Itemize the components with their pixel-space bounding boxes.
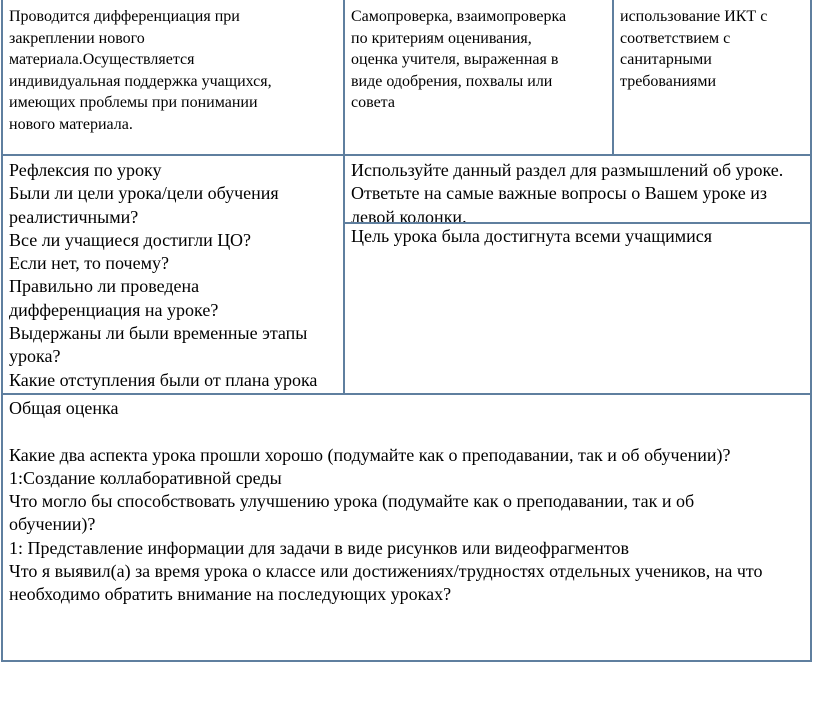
text-line: Все ли учащиеся достигли ЦО? [9,229,251,250]
text-line: обучении)? [9,514,96,535]
text-line: Какие отступления были от плана урока [9,369,318,390]
reflection-heading: Рефлексия по уроку [9,160,162,180]
text-line: санитарными [620,51,712,68]
text-line: левой колонки. [351,206,467,222]
health-safety-cell [614,6,809,154]
summary-cell [3,397,809,659]
summary-title: Общая оценка [9,398,119,418]
text-line: необходимо обратить внимание на последующих уроках? [9,584,452,605]
text-line: Что могло бы способствовать улучшению урока (подумайте как о преподавании, так и об [9,491,695,512]
text-line: Что я выявил(а) за время урока о классе или достижениях/трудностях отдельных учеников, на что [9,561,763,582]
text-line: Выдержаны ли были временные этапы [9,323,308,344]
text-line: Цель урока была достигнута всеми учащимися [351,226,712,246]
text-line: Ответьте на самые важные вопросы о Вашем уроке из [351,183,767,204]
text-line: по критериям оценивания, [351,29,532,47]
assessment-cell [345,6,613,154]
text-line: использование ИКТ с [620,8,768,25]
column-divider-2 [612,0,614,155]
text-line: Самопроверка, взаимопроверка [351,8,567,25]
text-line: нового материала. [9,115,133,133]
text-line: оценка учителя, выраженная в [351,51,559,68]
text-line: индивидуальная поддержка учащихся, [9,72,272,90]
differentiation-cell [3,6,344,154]
text-line: закреплении нового [9,29,145,47]
text-line: имеющих проблемы при понимании [9,94,258,111]
table-border-bottom [1,660,812,662]
text-line: совета [351,94,395,111]
text-line: требованиями [620,72,717,90]
reflection-answer-cell [345,225,809,394]
text-line: 1:Создание коллаборативной среды [9,467,282,488]
column-divider-1 [343,0,345,394]
text-line: дифференциация на уроке? [9,299,219,320]
text-line: Какие два аспекта урока прошли хорошо (подумайте как о преподавании, так и об обучении)? [9,444,731,465]
reflection-questions-cell [3,159,344,394]
text-line: материала.Осуществляется [9,51,195,68]
row-divider-inner [343,222,812,224]
text-line: Проводится дифференциация при [9,8,240,25]
text-line: Правильно ли проведена [9,276,200,297]
text-line: виде одобрения, похвалы или [351,72,553,90]
text-line: Используйте данный раздел для размышлений об уроке. [351,160,784,180]
text-line: реалистичными? [9,206,139,227]
row-divider-1 [1,154,812,156]
text-line: соответствием с [620,29,731,47]
reflection-instruction-cell [345,159,809,222]
text-line: Были ли цели урока/цели обучения [9,183,279,204]
table-border-left [1,0,3,662]
text-line: урока? [9,346,61,367]
table-border-right [810,0,812,662]
row-divider-2 [1,393,812,395]
text-line: 1: Представление информации для задачи в виде рисунков или видеофрагментов [9,537,629,558]
spacer [9,420,803,443]
text-line: Если нет, то почему? [9,253,169,274]
